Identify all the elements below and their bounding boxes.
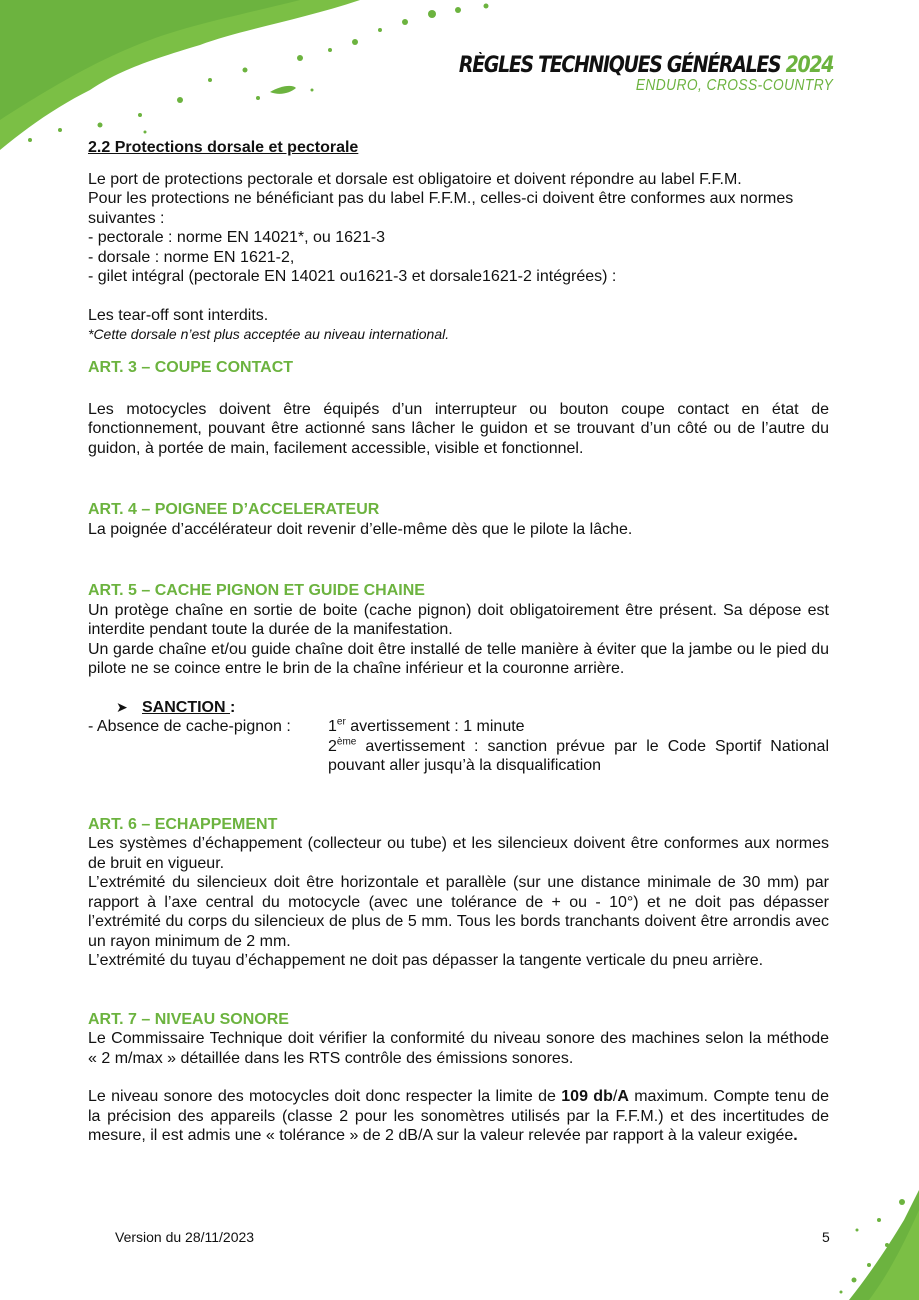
penalty-number: 2 [328,737,337,755]
section-title: 2.2 Protections dorsale et pectorale [88,139,359,156]
sanction-penalties [328,717,829,776]
paragraph: La poignée d’accélérateur doit revenir d’elle-même dès que le pilote la lâche. [88,520,633,538]
header-title [459,54,833,78]
article-title: ART. 3 – COUPE CONTACT [88,359,294,376]
paragraph: L’extrémité du tuyau d’échappement ne doit pas dépasser la tangente verticale du pneu arrière. [88,952,764,969]
article-title: ART. 7 – NIVEAU SONORE [88,1010,289,1028]
footer-version: Version du 28/11/2023 [115,1229,255,1245]
penalty-first [328,717,829,737]
sanction-case: - Absence de cache-pignon : [88,718,291,735]
sanction-colon: : [230,698,236,716]
paragraph: Un garde chaîne et/ou guide chaîne doit être installé de telle manière à éviter que la jambe ou le pied du pilote ne se coince entre le brin de la chaîne inférieur et la couronne arrière. [88,640,829,677]
paragraph: Les tear-off sont interdits. [88,306,269,324]
penalty-ordinal: ème [336,736,357,748]
header-title-text: RÈGLES TECHNIQUES GÉNÉRALES [458,53,781,78]
article-title: ART. 4 – POIGNEE D’ACCELERATEUR [88,501,380,518]
list-item: - pectorale : norme EN 14021*, ou 1621-3 [88,229,386,246]
header-year: 2024 [785,53,833,78]
norms-list [88,228,829,287]
header-subtitle: ENDURO, CROSS-COUNTRY [635,77,833,94]
article-title: ART. 6 – ECHAPPEMENT [88,815,278,833]
paragraph: Les systèmes d’échappement (collecteur ou tube) et les silencieux doivent être conformes aux normes de bruit en vigueur. [88,835,829,872]
sanction-heading [116,698,829,718]
penalty-text: avertissement : 1 minute [345,718,525,735]
sound-limit-unit: A [617,1088,629,1105]
paragraph: Un protège chaîne en sortie de boite (cache pignon) doit obligatoirement être présent. Sa dépose est interdite pendant toute la durée de la manifestation. [88,601,829,638]
text-run: Le niveau sonore des motocycles doit donc respecter la limite de [88,1088,562,1105]
list-item: - dorsale : norme EN 1621-2, [88,248,295,266]
sanction-label: SANCTION [142,698,230,716]
sanction-table [88,717,829,776]
text-run: maximum. Compte tenu de la précision des appareils (classe 2 pour les sonomètres utilisés par la F.F.M.) et des incertitudes de mesure, il est admis une « tolérance » de 2 dB/A sur la valeur relevée par rapport à la valeur exigée [88,1088,829,1144]
penalty-ordinal: er [336,716,346,728]
document-body [88,138,829,1146]
penalty-number: 1 [328,718,337,735]
paragraph: Le Commissaire Technique doit vérifier la conformité du niveau sonore des machines selon la méthode « 2 m/max » détaillée dans les RTS contrôle des émissions sonores. [88,1030,829,1067]
text-run: / [612,1088,618,1105]
arrow-bullet-icon: ➤ [116,698,128,715]
document-header [398,54,833,94]
sound-limit-value: 109 db [561,1088,613,1105]
corner-splash-decoration [799,1190,919,1300]
footnote: *Cette dorsale n’est plus acceptée au niveau international. [88,326,450,342]
list-item: - gilet intégral (pectorale EN 14021 ou1621-3 et dorsale1621-2 intégrées) : [88,268,617,285]
paragraph: Les motocycles doivent être équipés d’un interrupteur ou bouton coupe contact en état de fonctionnement, pouvant être actionné sans lâcher le guidon et se trouvant d’un côté ou de l’autre du guidon, à portée de main, facilement accessible, visible et fonctionnel. [88,400,829,457]
paragraph: Pour les protections ne bénéficiant pas du label F.F.M., celles-ci doivent être conformes aux normes suivantes : [88,190,794,227]
page-number: 5 [822,1229,830,1245]
penalty-text: avertissement : sanction prévue par le Code Sportif National pouvant aller jusqu’à la disqualification [328,737,829,774]
penalty-second [328,737,829,776]
article-title: ART. 5 – CACHE PIGNON ET GUIDE CHAINE [88,582,425,599]
paragraph: Le port de protections pectorale et dorsale est obligatoire et doivent répondre au label F.F.M. [88,170,742,188]
paragraph: L’extrémité du silencieux doit être horizontale et parallèle (sur une distance minimale de 30 mm) par rapport à l’axe central du motocycle (avec une tolérance de + ou - 10°) et ne doit pas dépasser l’extrémité du corps du silencieux de plus de 5 mm. Tous les bords tranchants doivent être arrondis avec un rayon minimum de 2 mm. [88,874,829,950]
paragraph [88,1087,829,1146]
text-run: . [793,1127,798,1144]
